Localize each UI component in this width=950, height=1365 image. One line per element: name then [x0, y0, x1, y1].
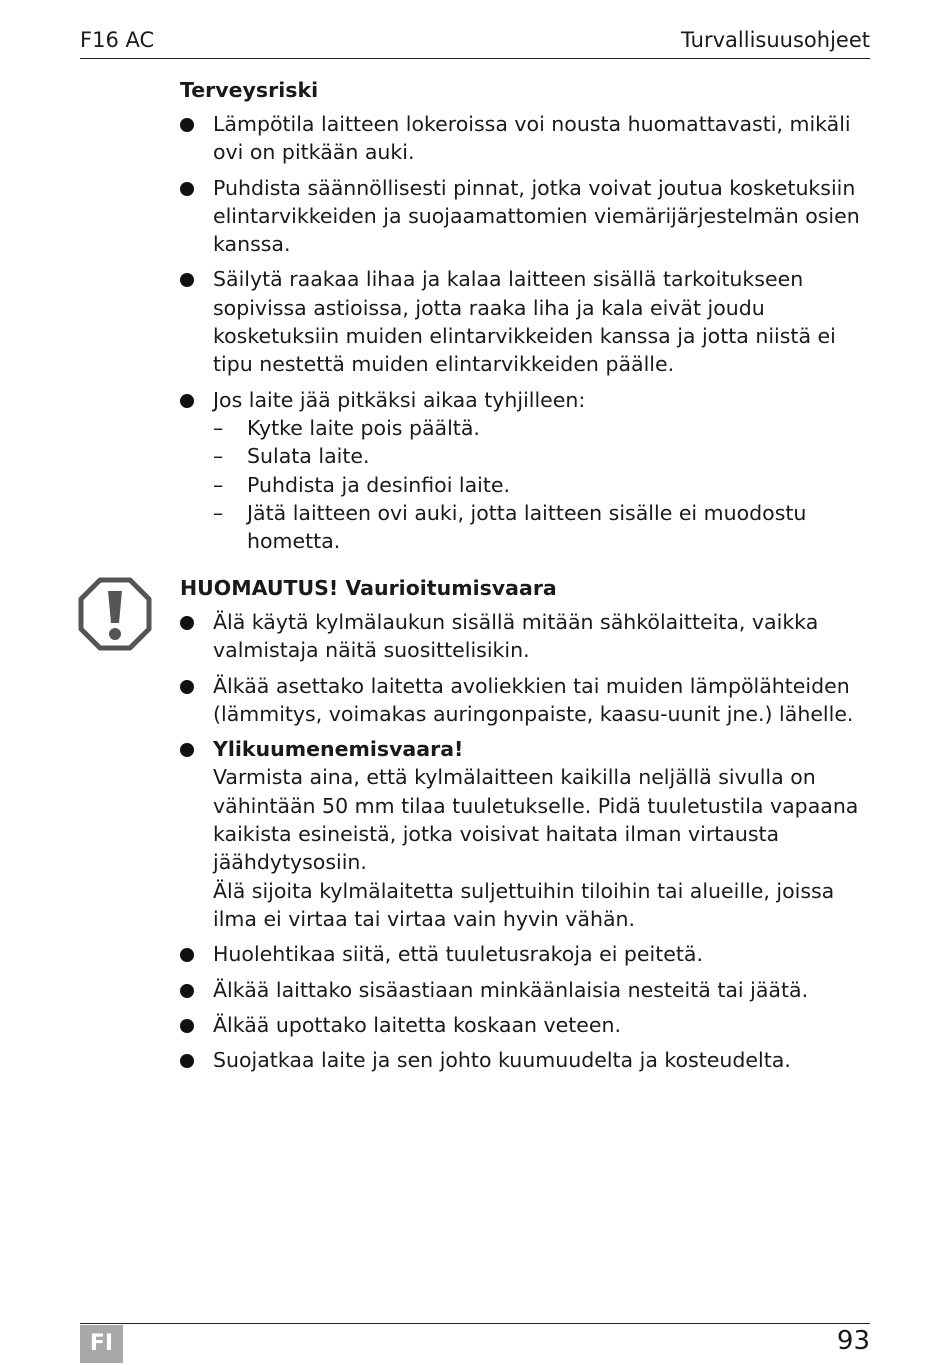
page-number: 93 — [836, 1326, 870, 1356]
dash-item: – Kytke laite pois päältä. — [213, 414, 872, 442]
overheat-text: Älä sijoita kylmälaitetta suljettuihin tiloihin tai alueille, joissa ilma ei virtaa tai virtaa vain hyvin vähän. — [213, 878, 835, 931]
health-bullet-list — [180, 110, 872, 555]
list-item: Lämpötila laitteen lokeroissa voi nousta huomattavasti, mikäli ovi on pitkään auki. — [180, 110, 872, 167]
health-risk-section — [180, 76, 872, 562]
list-item — [180, 735, 872, 933]
list-item: Puhdista säännöllisesti pinnat, jotka voivat joutua kosketuksiin elintarvikkeiden ja suojaamattomien viemärijärjestelmän osien kanssa. — [180, 174, 872, 259]
language-badge: FI — [80, 1325, 123, 1363]
dash-item: – Jätä laitteen ovi auki, jotta laitteen sisälle ei muodostu hometta. — [213, 499, 872, 556]
warning-exclamation-octagon-icon — [78, 577, 152, 651]
overheat-title: Ylikuumenemisvaara! — [213, 737, 464, 762]
chapter-title: Turvallisuusohjeet — [681, 28, 870, 52]
model-name: F16 AC — [80, 28, 155, 52]
overheat-text: Varmista aina, että kylmälaitteen kaikilla neljällä sivulla on vähintään 50 mm tilaa tuuletukselle. Pidä tuuletustila vapaana kaikista esineistä, jotka voisivat haitata ilman virtausta jäähdytysosiin. — [213, 765, 859, 875]
list-item: Säilytä raakaa lihaa ja kalaa laitteen sisällä tarkoitukseen sopivissa astioissa, jotta raaka liha ja kala eivät joudu kosketuksiin muiden elintarvikkeiden kanssa ja jotta niistä ei tipu nestettä muiden elintarvikkeiden päälle. — [180, 265, 872, 378]
notice-section — [180, 574, 872, 1081]
list-item: Älkää asettako laitetta avoliekkien tai muiden lämpölähteiden (lämmitys, voimakas auringonpaiste, kaasu-uunit jne.) lähelle. — [180, 672, 872, 729]
footer-divider — [80, 1323, 870, 1324]
list-item: Älkää upottako laitetta koskaan veteen. — [180, 1011, 872, 1039]
list-item: Älä käytä kylmälaukun sisällä mitään sähkölaitteita, vaikka valmistaja näitä suosittelisikin. — [180, 608, 872, 665]
dash-item: – Sulata laite. — [213, 442, 872, 470]
notice-title: HUOMAUTUS! Vaurioitumisvaara — [180, 576, 557, 600]
dash-item: – Puhdista ja desinfioi laite. — [213, 471, 872, 499]
dash-list — [213, 414, 872, 555]
list-item: Suojatkaa laite ja sen johto kuumuudelta ja kosteudelta. — [180, 1046, 872, 1074]
notice-bullet-list — [180, 608, 872, 1074]
list-item: Älkää laittako sisäastiaan minkäänlaisia nesteitä tai jäätä. — [180, 976, 872, 1004]
list-item — [180, 386, 872, 556]
list-item-text: Jos laite jää pitkäksi aikaa tyhjilleen: — [213, 387, 586, 412]
list-item: Huolehtikaa siitä, että tuuletusrakoja ei peitetä. — [180, 940, 872, 968]
page-header — [80, 26, 870, 59]
section-title: Terveysriski — [180, 78, 319, 102]
